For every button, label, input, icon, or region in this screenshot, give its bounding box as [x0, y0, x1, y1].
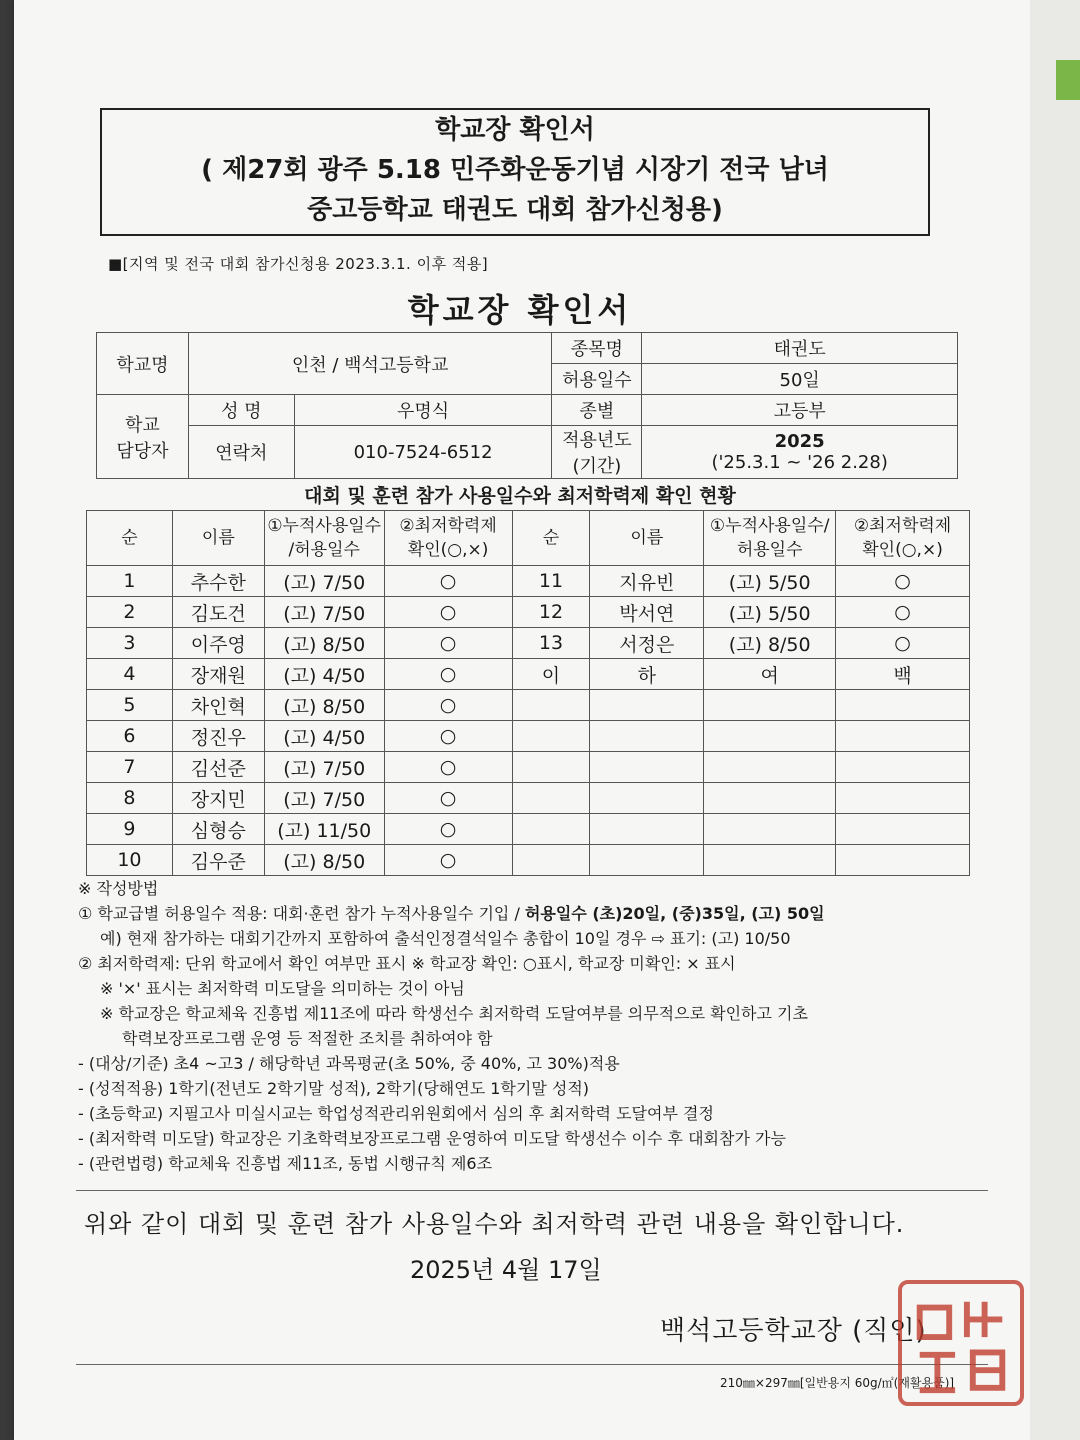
cell-right-no: 이: [512, 659, 590, 690]
cell-check: ○: [384, 628, 512, 659]
header-academic: ②최저학력제 확인(○,×): [384, 511, 512, 566]
cell-right-check: [836, 845, 970, 876]
table-row: [87, 690, 970, 721]
info-table: [96, 332, 958, 479]
cell-name: 김우준: [172, 845, 264, 876]
contact-group-label: [97, 395, 189, 479]
cell-right-check: [836, 783, 970, 814]
table-row: [87, 721, 970, 752]
roster-table: [86, 510, 970, 876]
cell-no: 9: [87, 814, 173, 845]
cell-days: (고) 8/50: [264, 628, 384, 659]
method-line: 학력보장프로그램 운영 등 적절한 조치를 취하여야 함: [122, 1029, 493, 1048]
cell-right-days: [704, 814, 836, 845]
header-days: ①누적사용일수 /허용일수: [264, 511, 384, 566]
cell-no: 2: [87, 597, 173, 628]
table-row: [87, 814, 970, 845]
cell-name: 장재원: [172, 659, 264, 690]
cell-right-name: [590, 752, 704, 783]
cell-right-check: [836, 814, 970, 845]
seal-icon: [902, 1284, 1020, 1402]
background-object: [1056, 60, 1080, 100]
cell-right-days: [704, 690, 836, 721]
phone-value: 010-7524-6512: [294, 426, 552, 479]
header-box: [100, 108, 930, 236]
cell-right-name: [590, 690, 704, 721]
cell-check: ○: [384, 566, 512, 597]
cell-right-no: [512, 783, 590, 814]
cell-check: ○: [384, 690, 512, 721]
cell-check: ○: [384, 845, 512, 876]
cell-right-days: [704, 845, 836, 876]
header-no-right: 순: [512, 511, 590, 566]
cell-name: 정진우: [172, 721, 264, 752]
cell-right-name: 하: [590, 659, 704, 690]
cell-right-no: 12: [512, 597, 590, 628]
confirmation-text: 위와 같이 대회 및 훈련 참가 사용일수와 최저학력 관련 내용을 확인합니다.: [84, 1210, 905, 1238]
cell-days: (고) 8/50: [264, 845, 384, 876]
cell-no: 6: [87, 721, 173, 752]
year-label-2: (기간): [572, 456, 622, 477]
cell-days: (고) 11/50: [264, 814, 384, 845]
cell-check: ○: [384, 814, 512, 845]
event-label: 종목명: [552, 333, 642, 364]
cell-right-no: [512, 814, 590, 845]
table-row: [87, 566, 970, 597]
cell-days: (고) 7/50: [264, 597, 384, 628]
method-line: - (성적적용) 1학기(전년도 2학기말 성적), 2학기(당해연도 1학기말 성적): [78, 1079, 590, 1098]
cell-right-no: [512, 721, 590, 752]
division-label: 종별: [552, 395, 642, 426]
cell-days: (고) 7/50: [264, 566, 384, 597]
method-line: - (최저학력 미도달) 학교장은 기초학력보장프로그램 운영하여 미도달 학생선수 이수 후 대회참가 가능: [78, 1129, 786, 1148]
phone-label: 연락처: [188, 426, 294, 479]
page-title: 학교장 확인서: [407, 291, 633, 329]
cell-right-no: [512, 690, 590, 721]
method-line: - (대상/기준) 초4 ~고3 / 해당학년 과목평균(초 50%, 중 40%, 고 30%)적용: [78, 1054, 620, 1073]
allowed-days-label: 허용일수: [552, 364, 642, 395]
period-value: ('25.3.1 ~ '26 2.28): [711, 452, 888, 473]
cell-right-days: 여: [704, 659, 836, 690]
name-value: 우명식: [294, 395, 552, 426]
method-line: - (초등학교) 지필고사 미실시교는 학업성적관리위원회에서 심의 후 최저학력 도달여부 결정: [78, 1104, 714, 1123]
cell-right-check: [836, 690, 970, 721]
cell-right-no: 13: [512, 628, 590, 659]
table-row: [87, 597, 970, 628]
cell-no: 7: [87, 752, 173, 783]
divider: [76, 1364, 988, 1365]
header-name-right: 이름: [590, 511, 704, 566]
header-academic-right: ②최저학력제 확인(○,×): [836, 511, 970, 566]
year-label-1: 적용년도: [562, 430, 632, 451]
school-value: 인천 / 백석고등학교: [188, 333, 552, 395]
header-line-2: ( 제27회 광주 5.18 민주화운동기념 시장기 전국 남녀: [201, 155, 829, 185]
cell-no: 1: [87, 566, 173, 597]
roster-header-row: [87, 511, 970, 566]
principal-signature: 백석고등학교장 (직인): [660, 1316, 927, 1346]
divider: [76, 1190, 988, 1191]
division-value: 고등부: [642, 395, 958, 426]
event-value: 태권도: [642, 333, 958, 364]
table-row: [87, 783, 970, 814]
contact-group-label-1: 학교: [125, 414, 160, 436]
cell-days: (고) 7/50: [264, 783, 384, 814]
cell-days: (고) 4/50: [264, 659, 384, 690]
cell-right-name: 지유빈: [590, 566, 704, 597]
year-label: [552, 426, 642, 479]
cell-right-no: 11: [512, 566, 590, 597]
cell-right-check: ○: [836, 566, 970, 597]
cell-right-name: [590, 814, 704, 845]
table-row: [87, 752, 970, 783]
cell-check: ○: [384, 752, 512, 783]
method-line: - (관련법령) 학교체육 진흥법 제11조, 동법 시행규칙 제6조: [78, 1154, 493, 1173]
cell-right-days: [704, 752, 836, 783]
contact-group-label-2: 담당자: [116, 440, 169, 462]
cell-right-name: 박서연: [590, 597, 704, 628]
cell-right-no: [512, 752, 590, 783]
header-days-right: ①누적사용일수/ 허용일수: [704, 511, 836, 566]
header-line-3: 중고등학교 태권도 대회 참가신청용): [307, 195, 723, 225]
cell-right-days: (고) 5/50: [704, 566, 836, 597]
roster-title: 대회 및 훈련 참가 사용일수와 최저학력제 확인 현황: [304, 485, 736, 507]
cell-name: 이주영: [172, 628, 264, 659]
cell-right-check: ○: [836, 597, 970, 628]
cell-no: 10: [87, 845, 173, 876]
official-seal: [898, 1280, 1024, 1406]
method-line: ※ '×' 표시는 최저학력 미도달을 의미하는 것이 아님: [100, 979, 465, 998]
date-text: 2025년 4월 17일: [410, 1256, 602, 1284]
cell-no: 3: [87, 628, 173, 659]
method-line: 예) 현재 참가하는 대회기간까지 포함하여 출석인정결석일수 총합이 10일 경우 ⇨ 표기: (고) 10/50: [100, 929, 791, 948]
year-number: 2025: [774, 431, 825, 452]
apply-note: ■[지역 및 전국 대회 참가신청용 2023.3.1. 이후 적용]: [108, 255, 489, 273]
school-label: 학교명: [97, 333, 189, 395]
cell-name: 김도건: [172, 597, 264, 628]
cell-right-check: [836, 721, 970, 752]
method-heading: ※ 작성방법: [78, 879, 159, 898]
cell-right-no: [512, 845, 590, 876]
cell-right-check: [836, 752, 970, 783]
cell-check: ○: [384, 659, 512, 690]
header-line-1: 학교장 확인서: [435, 115, 595, 145]
cell-days: (고) 7/50: [264, 752, 384, 783]
cell-check: ○: [384, 783, 512, 814]
table-row: [87, 628, 970, 659]
cell-name: 장지민: [172, 783, 264, 814]
table-row: [87, 845, 970, 876]
header-no: 순: [87, 511, 173, 566]
name-label: 성 명: [188, 395, 294, 426]
writing-instructions: [78, 876, 978, 1176]
cell-right-days: [704, 783, 836, 814]
cell-right-name: 서정은: [590, 628, 704, 659]
method-line: ※ 학교장은 학교체육 진흥법 제11조에 따라 학생선수 최저학력 도달여부를 의무적으로 확인하고 기초: [100, 1004, 808, 1023]
cell-right-days: (고) 5/50: [704, 597, 836, 628]
allowed-days-value: 50일: [642, 364, 958, 395]
cell-check: ○: [384, 597, 512, 628]
year-value: [642, 426, 958, 479]
cell-name: 차인혁: [172, 690, 264, 721]
paper-spec: 210㎜×297㎜[일반용지 60g/㎡(재활용품)]: [720, 1376, 955, 1390]
cell-right-days: (고) 8/50: [704, 628, 836, 659]
method-line: ② 최저학력제: 단위 학교에서 확인 여부만 표시 ※ 학교장 확인: ○표시, 학교장 미확인: × 표시: [78, 954, 736, 973]
cell-no: 5: [87, 690, 173, 721]
cell-right-check: ○: [836, 628, 970, 659]
table-row: [87, 659, 970, 690]
method-line: ① 학교급별 허용일수 적용: 대회·훈련 참가 누적사용일수 기입 / 허용일수 (초)20일, (중)35일, (고) 50일: [78, 904, 825, 923]
cell-no: 4: [87, 659, 173, 690]
cell-no: 8: [87, 783, 173, 814]
cell-name: 추수한: [172, 566, 264, 597]
cell-name: 심형승: [172, 814, 264, 845]
cell-right-days: [704, 721, 836, 752]
cell-right-name: [590, 721, 704, 752]
cell-check: ○: [384, 721, 512, 752]
cell-right-name: [590, 845, 704, 876]
cell-name: 김선준: [172, 752, 264, 783]
cell-right-name: [590, 783, 704, 814]
cell-days: (고) 8/50: [264, 690, 384, 721]
cell-right-check: 백: [836, 659, 970, 690]
cell-days: (고) 4/50: [264, 721, 384, 752]
header-name: 이름: [172, 511, 264, 566]
